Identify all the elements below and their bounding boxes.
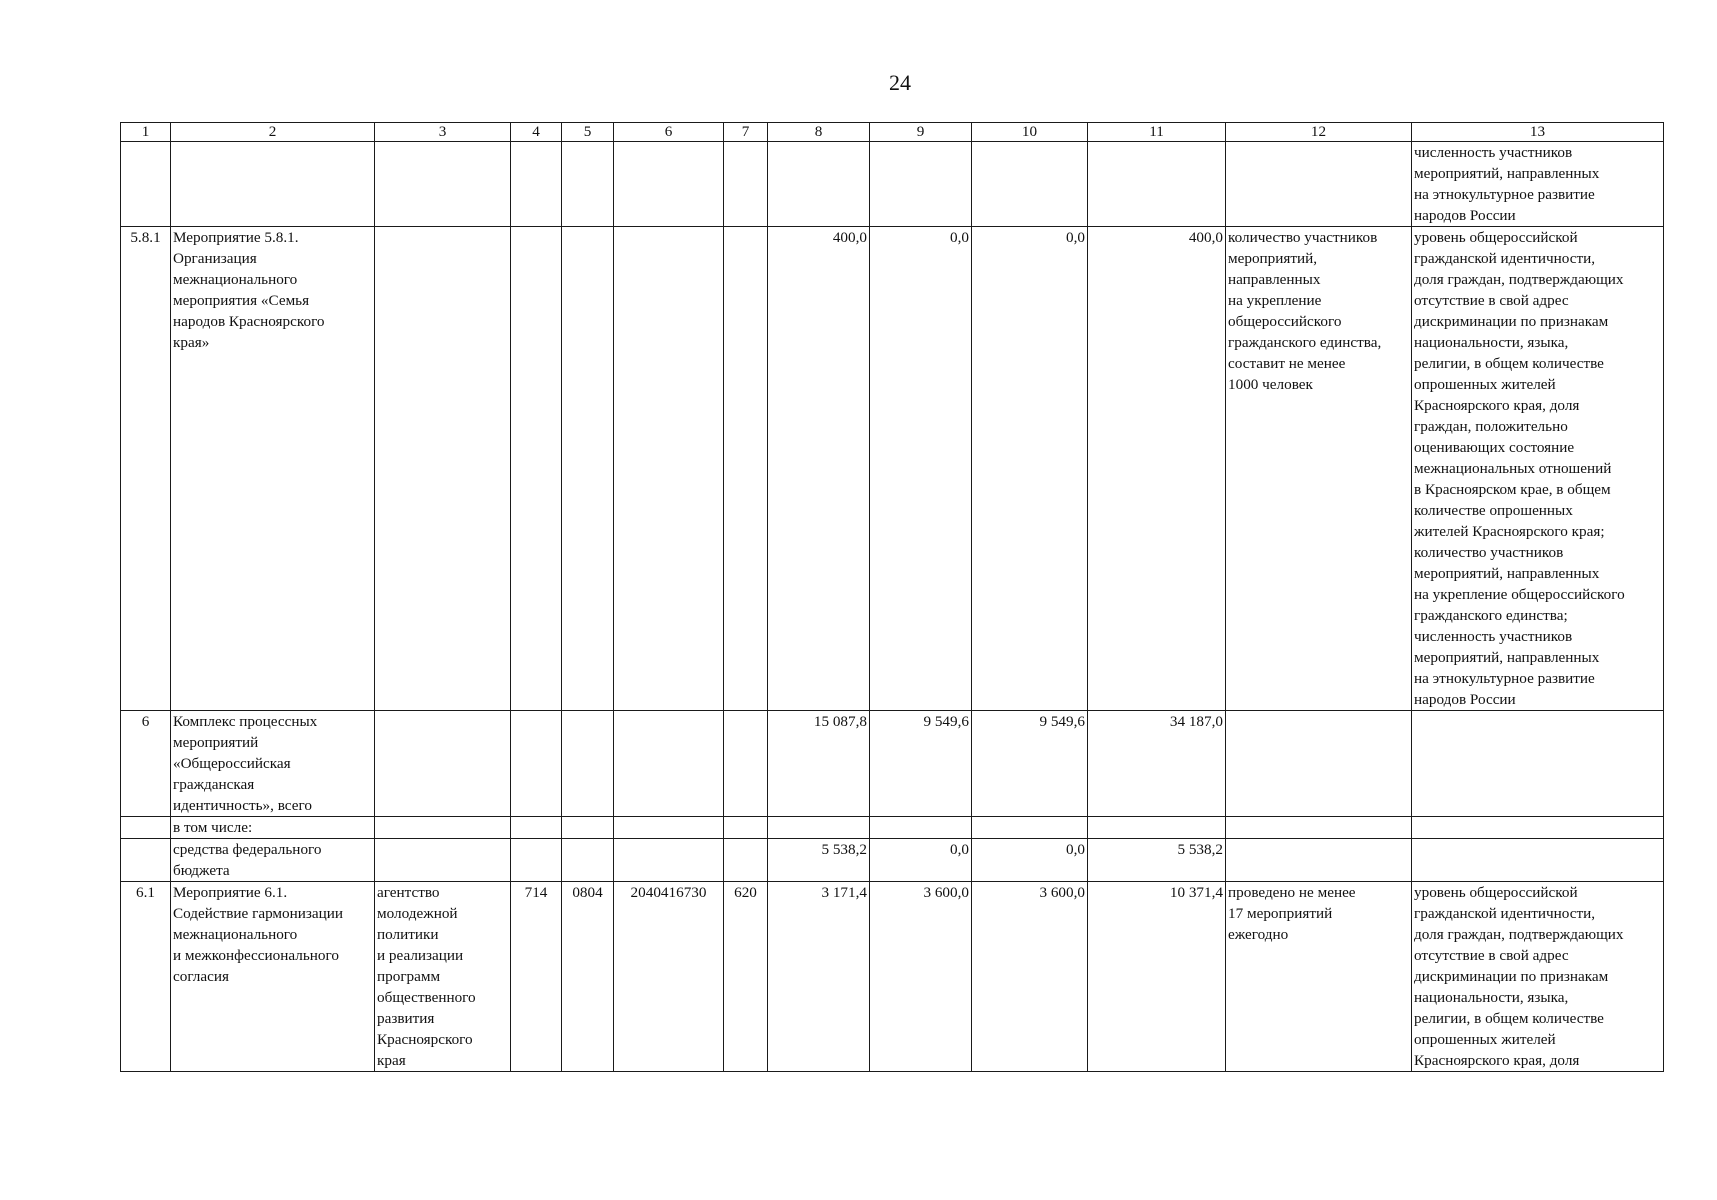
amount-year-3-cell [972, 142, 1088, 227]
cell-line: дискриминации по признакам [1414, 968, 1609, 985]
cell-line: направленных [1228, 271, 1321, 288]
grbs-code-cell [511, 839, 562, 882]
amount-year-3-cell: 3 600,0 [972, 882, 1088, 1072]
amount-total-cell: 34 187,0 [1088, 711, 1226, 817]
cell-line: 1000 человек [1228, 376, 1313, 393]
cell-line: в Красноярском крае, в общем [1414, 481, 1611, 498]
amount-year-3-cell: 9 549,6 [972, 711, 1088, 817]
row-number-cell: 6.1 [121, 882, 171, 1072]
cell-line: уровень общероссийской [1414, 229, 1578, 246]
cell-line: мероприятий [173, 734, 259, 751]
cell-line: Организация [173, 250, 257, 267]
amount-year-2-cell: 0,0 [870, 227, 972, 711]
section-code-cell [562, 839, 614, 882]
cell-line: Содействие гармонизации [173, 905, 344, 922]
column-number-row [121, 123, 1664, 142]
cell-line: мероприятий, направленных [1414, 565, 1600, 582]
cell-line: проведено не менее [1228, 884, 1356, 901]
cell-line: гражданская [173, 776, 255, 793]
amount-year-1-cell: 3 171,4 [768, 882, 870, 1072]
cell-line: развития [377, 1010, 435, 1027]
column-header: 13 [1412, 123, 1664, 142]
expected-result-cell [1226, 839, 1412, 882]
event-name-cell [171, 711, 375, 817]
column-header: 1 [121, 123, 171, 142]
cell-line: мероприятий, направленных [1414, 649, 1600, 666]
cell-line: гражданского единства; [1414, 607, 1568, 624]
executor-cell [375, 817, 511, 839]
table-row-6-1 [121, 882, 1664, 1072]
section-code-cell [562, 227, 614, 711]
row-number-cell: 5.8.1 [121, 227, 171, 711]
expense-type-cell [724, 817, 768, 839]
cell-line: на этнокультурное развитие [1414, 670, 1595, 687]
cell-line: мероприятий, [1228, 250, 1318, 267]
cell-line: на укрепление общероссийского [1414, 586, 1625, 603]
column-header: 4 [511, 123, 562, 142]
target-article-cell [614, 711, 724, 817]
cell-line: межнационального [173, 926, 298, 943]
cell-line: и реализации [377, 947, 464, 964]
amount-year-3-cell [972, 817, 1088, 839]
expense-type-cell [724, 142, 768, 227]
column-header: 5 [562, 123, 614, 142]
cell-line: общественного [377, 989, 476, 1006]
table-row-5-8-1 [121, 227, 1664, 711]
cell-line: на укрепление [1228, 292, 1322, 309]
row-number-cell [121, 817, 171, 839]
amount-year-1-cell [768, 142, 870, 227]
grbs-code-cell [511, 142, 562, 227]
row-number-cell [121, 142, 171, 227]
cell-line: средства федерального [173, 841, 322, 858]
amount-year-1-cell: 400,0 [768, 227, 870, 711]
column-header: 7 [724, 123, 768, 142]
cell-line: края [377, 1052, 406, 1069]
section-code-cell [562, 711, 614, 817]
target-article-cell [614, 227, 724, 711]
amount-year-2-cell: 0,0 [870, 839, 972, 882]
cell-line: агентство [377, 884, 440, 901]
expense-type-cell: 620 [724, 882, 768, 1072]
budget-table [120, 122, 1664, 1072]
amount-year-2-cell [870, 142, 972, 227]
indicator-cell [1412, 817, 1664, 839]
grbs-code-cell [511, 817, 562, 839]
event-name-cell [171, 817, 375, 839]
cell-line: отсутствие в свой адрес [1414, 292, 1569, 309]
cell-line: национальности, языка, [1414, 989, 1569, 1006]
amount-total-cell [1088, 142, 1226, 227]
amount-year-2-cell: 9 549,6 [870, 711, 972, 817]
expected-result-cell [1226, 711, 1412, 817]
grbs-code-cell: 714 [511, 882, 562, 1072]
cell-line: жителей Красноярского края; [1414, 523, 1605, 540]
expense-type-cell [724, 711, 768, 817]
grbs-code-cell [511, 711, 562, 817]
amount-year-1-cell [768, 817, 870, 839]
table-row-continuation [121, 142, 1664, 227]
table-row-6 [121, 711, 1664, 817]
cell-line: на этнокультурное развитие [1414, 186, 1595, 203]
cell-line: граждан, положительно [1414, 418, 1568, 435]
cell-line: межнационального [173, 271, 298, 288]
cell-line: отсутствие в свой адрес [1414, 947, 1569, 964]
indicator-cell [1412, 142, 1664, 227]
cell-line: края» [173, 334, 210, 351]
indicator-cell [1412, 711, 1664, 817]
cell-line: ежегодно [1228, 926, 1289, 943]
cell-line: «Общероссийская [173, 755, 291, 772]
indicator-cell [1412, 227, 1664, 711]
cell-line: народов Красноярского [173, 313, 325, 330]
amount-total-cell: 5 538,2 [1088, 839, 1226, 882]
grbs-code-cell [511, 227, 562, 711]
cell-line: религии, в общем количестве [1414, 1010, 1604, 1027]
event-name-cell [171, 142, 375, 227]
cell-line: количество участников [1228, 229, 1378, 246]
row-number-cell: 6 [121, 711, 171, 817]
cell-line: народов России [1414, 207, 1516, 224]
cell-line: доля граждан, подтверждающих [1414, 926, 1624, 943]
column-header: 6 [614, 123, 724, 142]
section-code-cell [562, 817, 614, 839]
indicator-cell [1412, 882, 1664, 1072]
event-name-cell [171, 227, 375, 711]
cell-line: составит не менее [1228, 355, 1346, 372]
row-number-cell [121, 839, 171, 882]
cell-line: религии, в общем количестве [1414, 355, 1604, 372]
cell-line: гражданской идентичности, [1414, 250, 1596, 267]
cell-line: программ [377, 968, 441, 985]
cell-line: Красноярского края, доля [1414, 397, 1580, 414]
cell-line: общероссийского [1228, 313, 1342, 330]
executor-cell [375, 882, 511, 1072]
cell-line: в том числе: [173, 819, 253, 836]
cell-line: Красноярского края, доля [1414, 1052, 1580, 1069]
cell-line: Мероприятие 6.1. [173, 884, 288, 901]
cell-line: дискриминации по признакам [1414, 313, 1609, 330]
cell-line: опрошенных жителей [1414, 1031, 1556, 1048]
table-row-including [121, 817, 1664, 839]
expense-type-cell [724, 839, 768, 882]
cell-line: молодежной [377, 905, 458, 922]
cell-line: гражданской идентичности, [1414, 905, 1596, 922]
cell-line: количестве опрошенных [1414, 502, 1573, 519]
cell-line: уровень общероссийской [1414, 884, 1578, 901]
cell-line: и межконфессионального [173, 947, 339, 964]
amount-year-1-cell: 15 087,8 [768, 711, 870, 817]
cell-line: национальности, языка, [1414, 334, 1569, 351]
executor-cell [375, 227, 511, 711]
cell-line: гражданского единства, [1228, 334, 1382, 351]
column-header: 9 [870, 123, 972, 142]
indicator-cell [1412, 839, 1664, 882]
cell-line: народов России [1414, 691, 1516, 708]
column-header: 3 [375, 123, 511, 142]
event-name-cell [171, 882, 375, 1072]
amount-total-cell: 400,0 [1088, 227, 1226, 711]
cell-line: Мероприятие 5.8.1. [173, 229, 299, 246]
cell-line: доля граждан, подтверждающих [1414, 271, 1624, 288]
target-article-cell [614, 817, 724, 839]
target-article-cell [614, 839, 724, 882]
cell-line: политики [377, 926, 439, 943]
cell-line: межнациональных отношений [1414, 460, 1612, 477]
column-header: 12 [1226, 123, 1412, 142]
amount-year-1-cell: 5 538,2 [768, 839, 870, 882]
table-body [121, 123, 1664, 1072]
event-name-cell [171, 839, 375, 882]
target-article-cell [614, 142, 724, 227]
cell-line: количество участников [1414, 544, 1564, 561]
amount-year-2-cell [870, 817, 972, 839]
amount-total-cell: 10 371,4 [1088, 882, 1226, 1072]
cell-line: бюджета [173, 862, 230, 879]
cell-line: Комплекс процессных [173, 713, 318, 730]
table-row-federal-budget [121, 839, 1664, 882]
cell-line: идентичность», всего [173, 797, 312, 814]
cell-line: мероприятия «Семья [173, 292, 310, 309]
target-article-cell: 2040416730 [614, 882, 724, 1072]
cell-line: 17 мероприятий [1228, 905, 1333, 922]
cell-line: опрошенных жителей [1414, 376, 1556, 393]
expense-type-cell [724, 227, 768, 711]
executor-cell [375, 142, 511, 227]
column-header: 10 [972, 123, 1088, 142]
section-code-cell: 0804 [562, 882, 614, 1072]
expected-result-cell [1226, 882, 1412, 1072]
amount-year-3-cell: 0,0 [972, 839, 1088, 882]
executor-cell [375, 711, 511, 817]
amount-total-cell [1088, 817, 1226, 839]
page-number: 24 [889, 70, 911, 95]
expected-result-cell [1226, 227, 1412, 711]
cell-line: численность участников [1414, 628, 1573, 645]
cell-line: Красноярского [377, 1031, 473, 1048]
cell-line: оценивающих состояние [1414, 439, 1575, 456]
expected-result-cell [1226, 142, 1412, 227]
expected-result-cell [1226, 817, 1412, 839]
column-header: 2 [171, 123, 375, 142]
cell-line: мероприятий, направленных [1414, 165, 1600, 182]
executor-cell [375, 839, 511, 882]
section-code-cell [562, 142, 614, 227]
amount-year-3-cell: 0,0 [972, 227, 1088, 711]
column-header: 11 [1088, 123, 1226, 142]
amount-year-2-cell: 3 600,0 [870, 882, 972, 1072]
cell-line: согласия [173, 968, 229, 985]
cell-line: численность участников [1414, 144, 1573, 161]
column-header: 8 [768, 123, 870, 142]
